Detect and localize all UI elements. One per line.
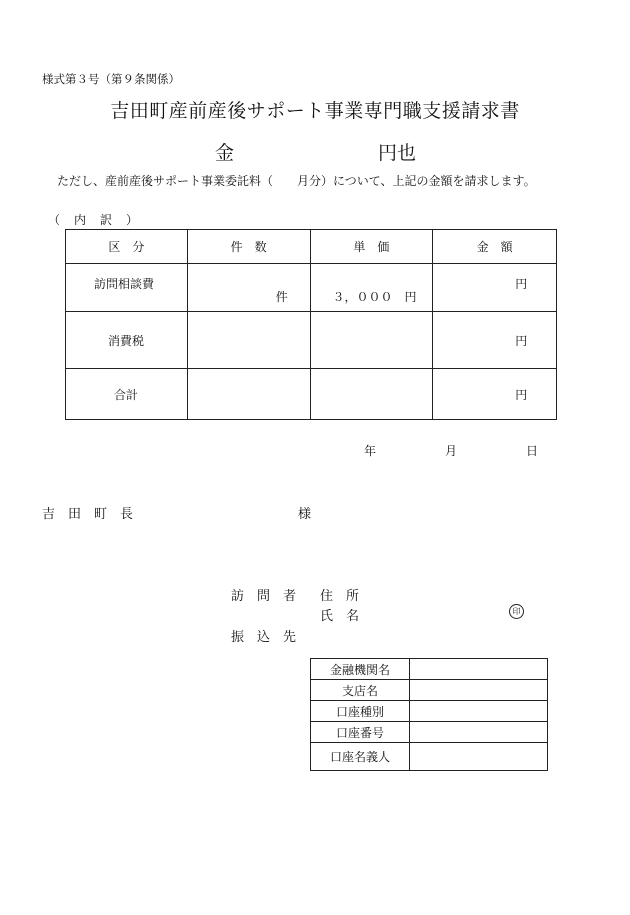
bank-field-label: 口座種別 xyxy=(311,701,410,722)
amount-suffix: 円也 xyxy=(378,142,417,164)
row-count[interactable] xyxy=(187,312,310,369)
amount-prefix: 金 xyxy=(215,142,235,164)
transfer-label: 振 込 先 xyxy=(231,630,297,645)
unit-price-value: ３，０００ 円 xyxy=(332,290,417,304)
bank-field-label: 金融機関名 xyxy=(311,659,410,680)
bank-row xyxy=(311,659,548,680)
row-count[interactable] xyxy=(187,369,310,420)
request-note: ただし、産前産後サポート事業委託料（ 月分）について、上記の金額を請求します。 xyxy=(57,174,536,188)
row-amount[interactable] xyxy=(433,369,557,420)
row-category xyxy=(66,312,188,369)
category-label: 合計 xyxy=(114,388,139,402)
table-row xyxy=(66,312,557,369)
bank-field-label: 支店名 xyxy=(311,680,410,701)
form-number: 様式第３号（第９条関係） xyxy=(42,72,180,86)
row-amount[interactable] xyxy=(433,264,557,312)
category-label: 消費税 xyxy=(108,334,145,348)
name-label: 氏 名 xyxy=(320,609,360,624)
row-unit-price[interactable] xyxy=(310,312,433,369)
bank-field-value[interactable] xyxy=(410,659,548,680)
visitor-label: 訪 問 者 xyxy=(231,589,297,604)
table-header-row xyxy=(66,230,557,264)
header-unit-price: 単 価 xyxy=(310,230,433,264)
bank-field-value[interactable] xyxy=(410,722,548,743)
bank-field-label: 口座名義人 xyxy=(311,743,410,771)
row-unit-price xyxy=(310,264,433,312)
header-category: 区 分 xyxy=(66,230,188,264)
date-year-label: 年 xyxy=(364,444,377,458)
addressee-name: 吉 田 町 長 xyxy=(42,507,134,522)
row-unit-price[interactable] xyxy=(310,369,433,420)
breakdown-table xyxy=(65,229,557,420)
date-day-label: 日 xyxy=(526,444,539,458)
seal-mark-icon: 印 xyxy=(509,604,524,619)
breakdown-label: （ 内 訳 ） xyxy=(48,213,140,227)
row-count[interactable] xyxy=(187,264,310,312)
date-month-label: 月 xyxy=(445,444,458,458)
row-category xyxy=(66,369,188,420)
header-count: 件 数 xyxy=(187,230,310,264)
row-category xyxy=(66,264,188,312)
table-row xyxy=(66,369,557,420)
bank-field-label: 口座番号 xyxy=(311,722,410,743)
bank-field-value[interactable] xyxy=(410,743,548,771)
table-row xyxy=(66,264,557,312)
count-unit: 件 xyxy=(275,290,288,304)
bank-account-table xyxy=(310,658,548,771)
bank-row xyxy=(311,680,548,701)
bank-row xyxy=(311,743,548,771)
amount-unit: 円 xyxy=(515,277,528,291)
bank-row xyxy=(311,722,548,743)
header-amount: 金 額 xyxy=(433,230,557,264)
bank-row xyxy=(311,701,548,722)
bank-field-value[interactable] xyxy=(410,680,548,701)
amount-unit: 円 xyxy=(515,334,528,348)
bank-field-value[interactable] xyxy=(410,701,548,722)
category-label: 訪問相談費 xyxy=(94,277,155,291)
document-title: 吉田町産前産後サポート事業専門職支援請求書 xyxy=(110,100,520,122)
amount-unit: 円 xyxy=(515,388,528,402)
addressee-honorific: 様 xyxy=(298,507,312,522)
address-label: 住 所 xyxy=(320,589,360,604)
row-amount[interactable] xyxy=(433,312,557,369)
